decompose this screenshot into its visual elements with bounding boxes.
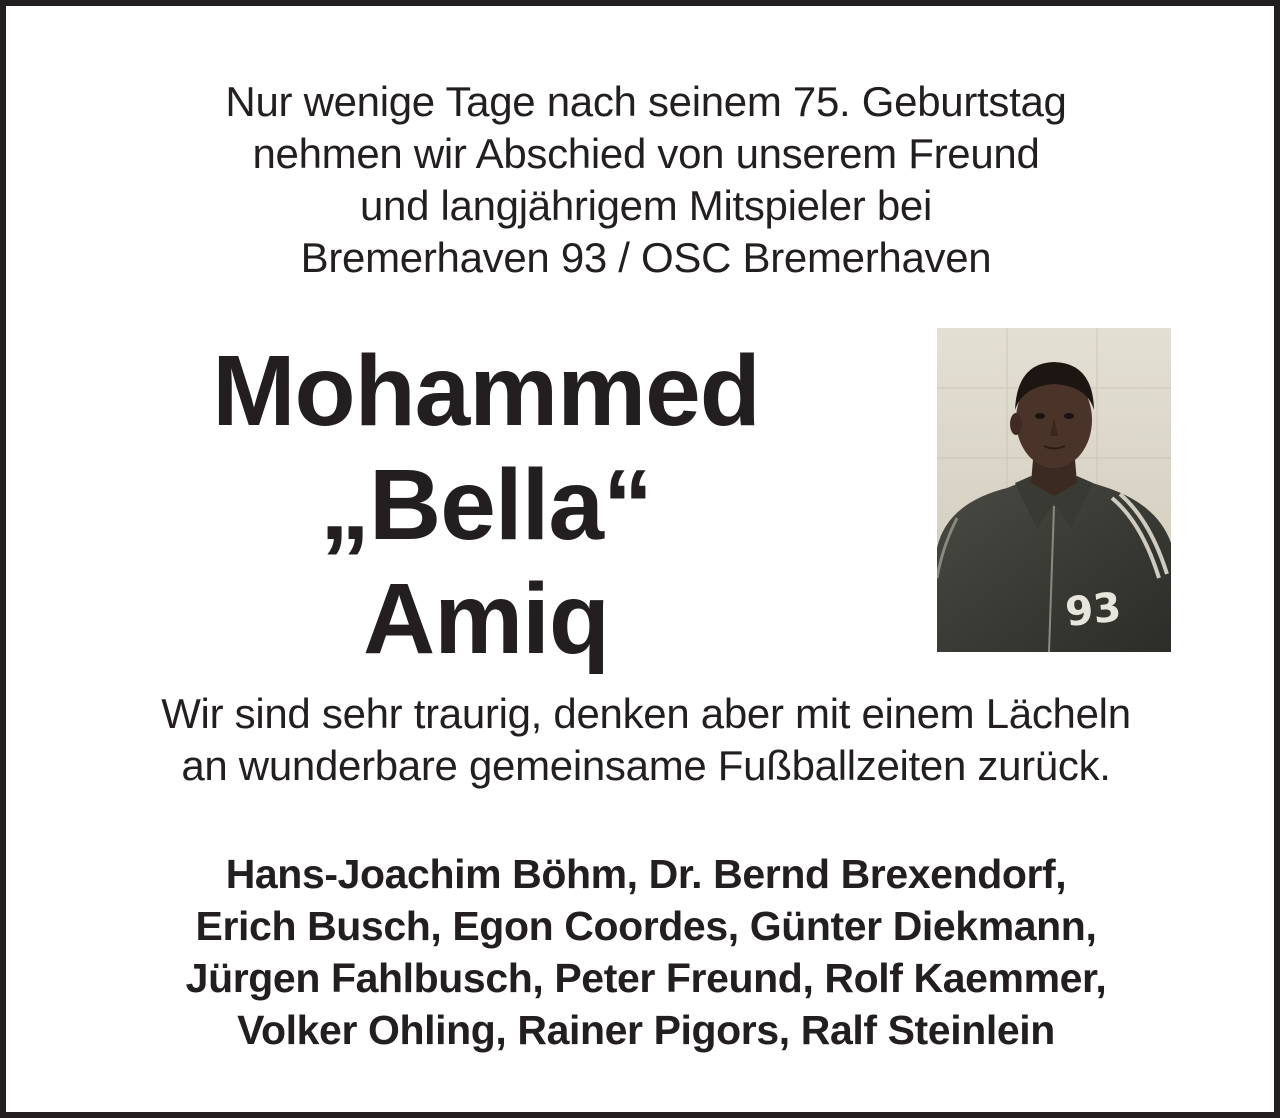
- message-line: Wir sind sehr traurig, denken aber mit einem Lächeln: [161, 690, 1131, 737]
- jersey-number: 93: [1063, 584, 1124, 636]
- intro-line: nehmen wir Abschied von unserem Freund: [252, 130, 1040, 177]
- message-text: [6, 688, 1280, 792]
- signers-line: Volker Ohling, Rainer Pigors, Ralf Steinlein: [237, 1007, 1055, 1053]
- last-name: Amiq: [363, 563, 609, 675]
- nickname: „Bella“: [319, 449, 652, 561]
- message-line: an wunderbare gemeinsame Fußballzeiten zurück.: [181, 742, 1111, 789]
- portrait-photo: [937, 328, 1171, 652]
- signers-line: Erich Busch, Egon Coordes, Günter Diekmann,: [195, 903, 1097, 949]
- signers-line: Hans-Joachim Böhm, Dr. Bernd Brexendorf,: [225, 851, 1067, 897]
- first-name: Mohammed: [212, 335, 760, 447]
- signers-list: [6, 848, 1280, 1056]
- intro-line: Nur wenige Tage nach seinem 75. Geburtstag: [225, 78, 1067, 125]
- portrait-illustration: [937, 328, 1171, 652]
- intro-line: und langjährigem Mitspieler bei: [359, 182, 932, 229]
- deceased-name: [86, 334, 886, 676]
- intro-line: Bremerhaven 93 / OSC Bremerhaven: [300, 234, 992, 281]
- intro-text: [6, 76, 1280, 284]
- signers-line: Jürgen Fahlbusch, Peter Freund, Rolf Kaemmer,: [185, 955, 1107, 1001]
